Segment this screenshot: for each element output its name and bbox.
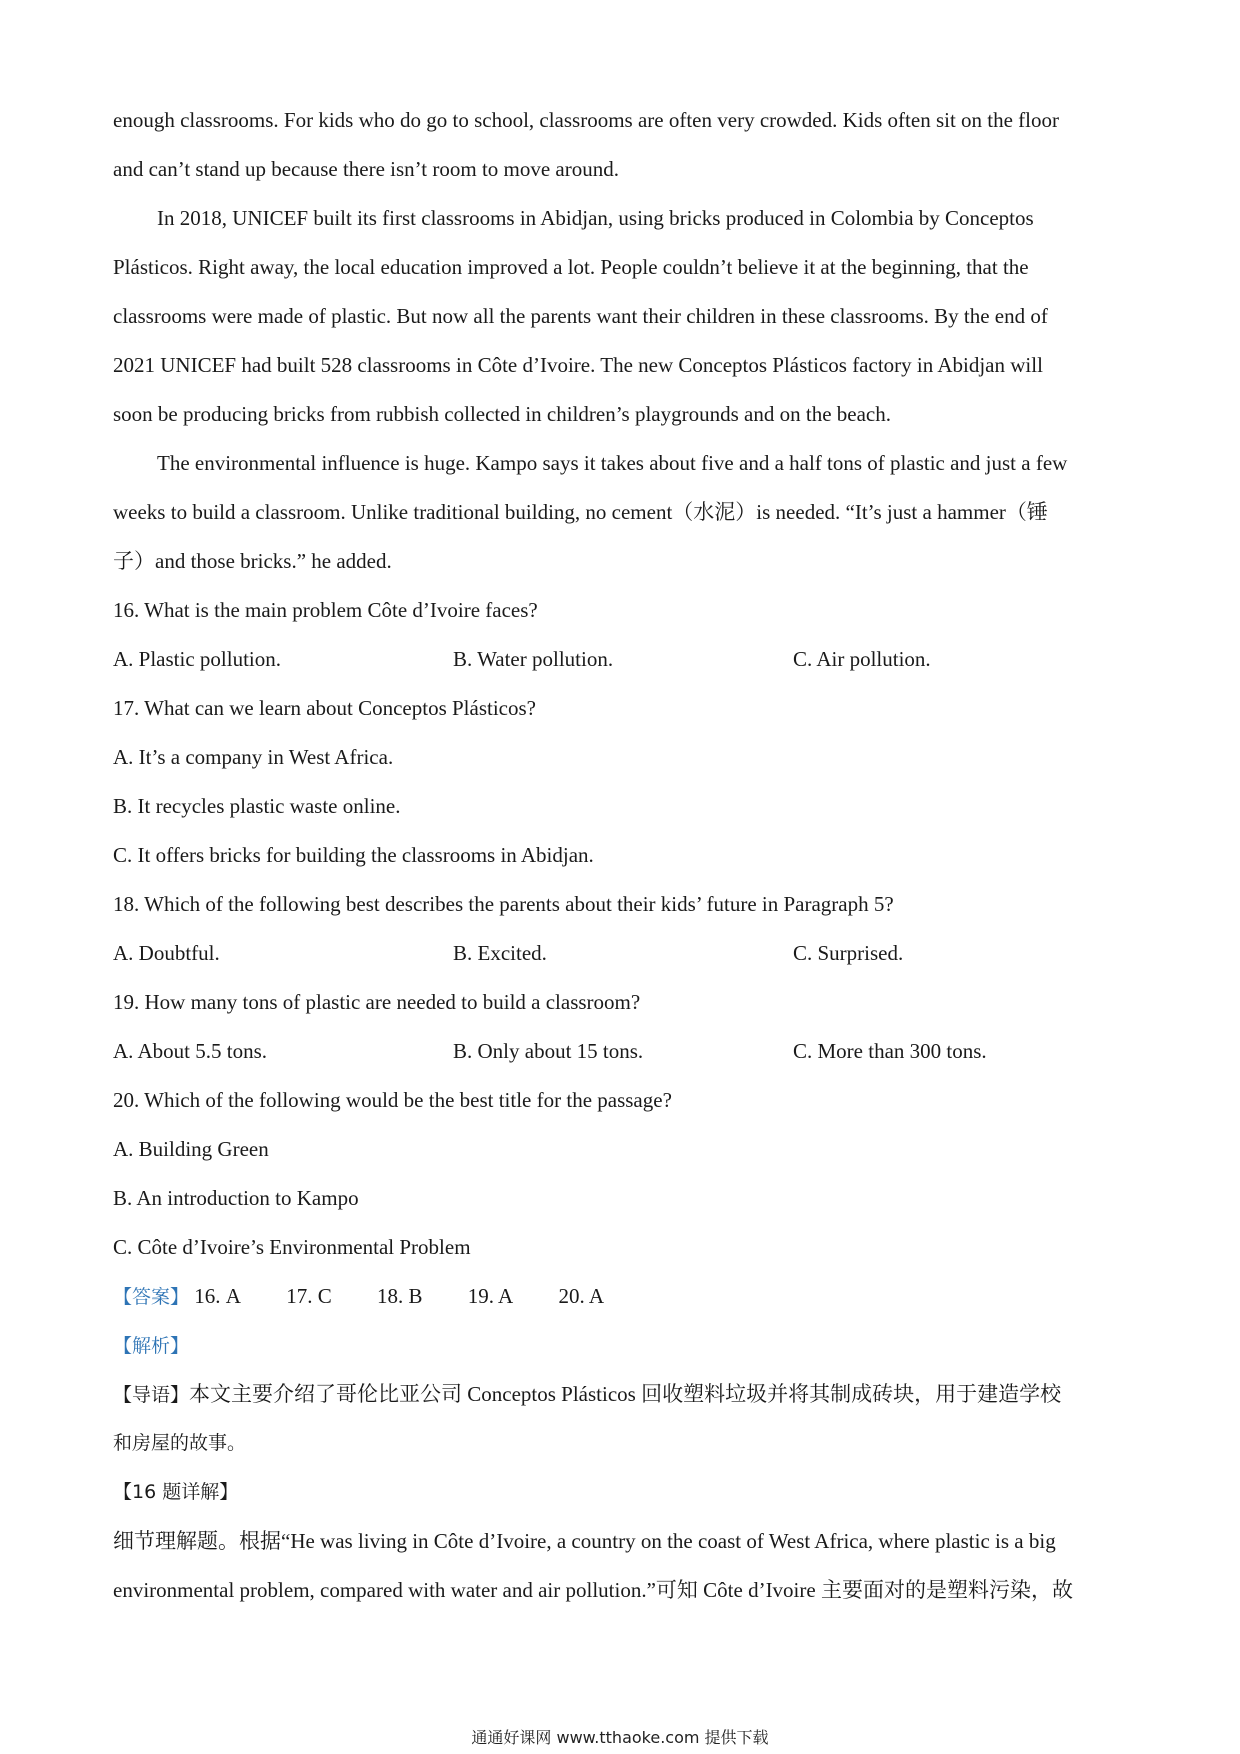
option-a: A. Building Green bbox=[113, 1137, 269, 1161]
question-stem: 18. Which of the following best describes the parents about their kids’ future in Paragraph 5? bbox=[113, 892, 894, 916]
intro-text: 本文主要介绍了哥伦比亚公司 Conceptos Plásticos 回收塑料垃圾并将其制成砖块，用于建造学校 bbox=[189, 1382, 1062, 1406]
question-options bbox=[113, 635, 1123, 684]
answer-item: 20. A bbox=[558, 1284, 604, 1308]
question-stem: 17. What can we learn about Conceptos Plásticos? bbox=[113, 696, 536, 720]
analysis-line bbox=[113, 1370, 1123, 1419]
option-a: A. Plastic pollution. bbox=[113, 647, 281, 671]
option-b: B. Only about 15 tons. bbox=[453, 1039, 644, 1063]
option-c: C. It offers bricks for building the classrooms in Abidjan. bbox=[113, 843, 594, 867]
answer-item: 17. C bbox=[286, 1284, 332, 1308]
question-stem: 16. What is the main problem Côte d’Ivoire faces? bbox=[113, 598, 538, 622]
option-b: B. An introduction to Kampo bbox=[113, 1186, 359, 1210]
question-options bbox=[113, 1027, 1123, 1076]
passage-line: classrooms were made of plastic. But now all the parents want their children in these classrooms. By the end of bbox=[113, 304, 1048, 328]
answer-line bbox=[113, 1272, 1123, 1321]
option-c: C. Surprised. bbox=[793, 941, 904, 965]
passage-line: enough classrooms. For kids who do go to school, classrooms are often very crowded. Kids often sit on the floor bbox=[113, 108, 1060, 132]
intro-label: 【导语】 bbox=[113, 1384, 190, 1406]
q16-detail-label: 【16 题详解】 bbox=[113, 1481, 239, 1503]
answer-label: 【答案】 bbox=[113, 1286, 190, 1308]
analysis-label: 【解析】 bbox=[113, 1335, 190, 1357]
option-c: C. More than 300 tons. bbox=[793, 1039, 987, 1063]
document-page bbox=[113, 96, 1123, 1615]
passage-line: 2021 UNICEF had built 528 classrooms in Côte d’Ivoire. The new Conceptos Plásticos factory in Abidjan will bbox=[113, 353, 1043, 377]
passage-line: weeks to build a classroom. Unlike traditional building, no cement（水泥）is needed. “It’s just a hammer（锤 bbox=[113, 500, 1048, 524]
answer-item: 16. A bbox=[194, 1284, 241, 1308]
answer-item: 19. A bbox=[467, 1284, 514, 1308]
analysis-heading bbox=[113, 1321, 1123, 1370]
analysis-line: 细节理解题。根据“He was living in Côte d’Ivoire, a country on the coast of West Africa, where plastic is a big bbox=[113, 1529, 1056, 1553]
passage-line: soon be producing bricks from rubbish collected in children’s playgrounds and on the beach. bbox=[113, 402, 891, 426]
analysis-line: environmental problem, compared with water and air pollution.”可知 Côte d’Ivoire 主要面对的是塑料污染，故 bbox=[113, 1578, 1073, 1602]
passage-line: In 2018, UNICEF built its first classrooms in Abidjan, using bricks produced in Colombia by Conceptos bbox=[157, 206, 1034, 230]
question-stem: 19. How many tons of plastic are needed to build a classroom? bbox=[113, 990, 641, 1014]
passage-line: and can’t stand up because there isn’t room to move around. bbox=[113, 157, 619, 181]
answer-item: 18. B bbox=[376, 1284, 423, 1308]
option-a: A. It’s a company in West Africa. bbox=[113, 745, 394, 769]
analysis-line: 和房屋的故事。 bbox=[113, 1432, 247, 1454]
passage-line: 子）and those bricks.” he added. bbox=[113, 549, 392, 573]
option-a: A. About 5.5 tons. bbox=[113, 1039, 268, 1063]
option-b: B. Water pollution. bbox=[453, 647, 614, 671]
passage-line: The environmental influence is huge. Kampo says it takes about five and a half tons of plastic and just a few bbox=[157, 451, 1068, 475]
question-options bbox=[113, 929, 1123, 978]
option-c: C. Air pollution. bbox=[793, 647, 931, 671]
option-c: C. Côte d’Ivoire’s Environmental Problem bbox=[113, 1235, 471, 1259]
passage-line: Plásticos. Right away, the local education improved a lot. People couldn’t believe it at the beginning, that the bbox=[113, 255, 1029, 279]
option-a: A. Doubtful. bbox=[113, 941, 220, 965]
page-footer: 通通好课网 www.tthaoke.com 提供下载 bbox=[471, 1728, 769, 1747]
option-b: B. It recycles plastic waste online. bbox=[113, 794, 401, 818]
question-stem: 20. Which of the following would be the best title for the passage? bbox=[113, 1088, 672, 1112]
option-b: B. Excited. bbox=[453, 941, 547, 965]
